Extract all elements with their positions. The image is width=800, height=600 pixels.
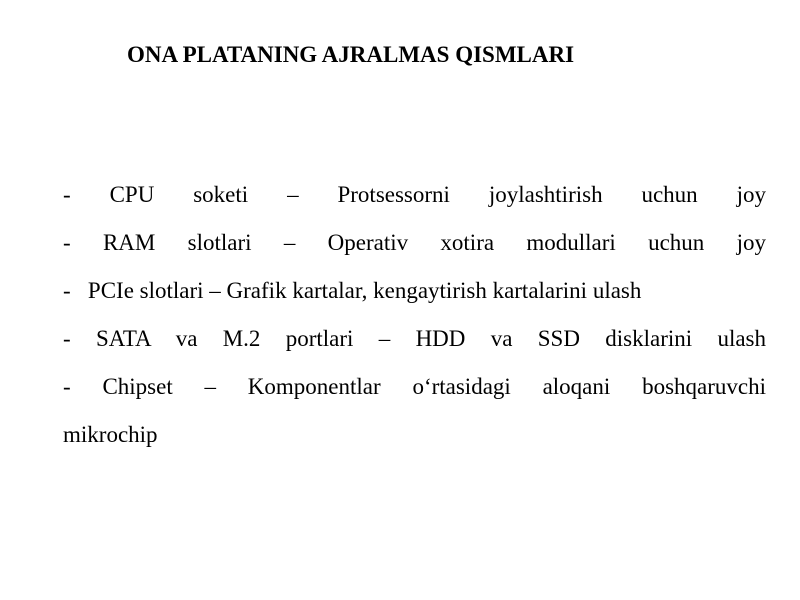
list-item-sata-m2-ports: - SATA va M.2 portlari – HDD va SSD disklarini ulash: [63, 326, 766, 351]
list-item-cpu-socket: - CPU soketi – Protsessorni joylashtirish uchun joy: [63, 182, 766, 207]
list-item-pcie-slots: - PCIe slotlari – Grafik kartalar, kengaytirish kartalarini ulash: [63, 278, 642, 303]
list-item-ram-slots: - RAM slotlari – Operativ xotira modullari uchun joy: [63, 230, 766, 255]
slide-body: [63, 171, 766, 459]
list-item-chipset: - Chipset – Komponentlar o‘rtasidagi aloqani boshqaruvchi: [63, 374, 766, 399]
slide-title: ONA PLATANING AJRALMAS QISMLARI: [127, 42, 575, 67]
list-item-chipset-continuation: mikrochip: [63, 422, 158, 447]
